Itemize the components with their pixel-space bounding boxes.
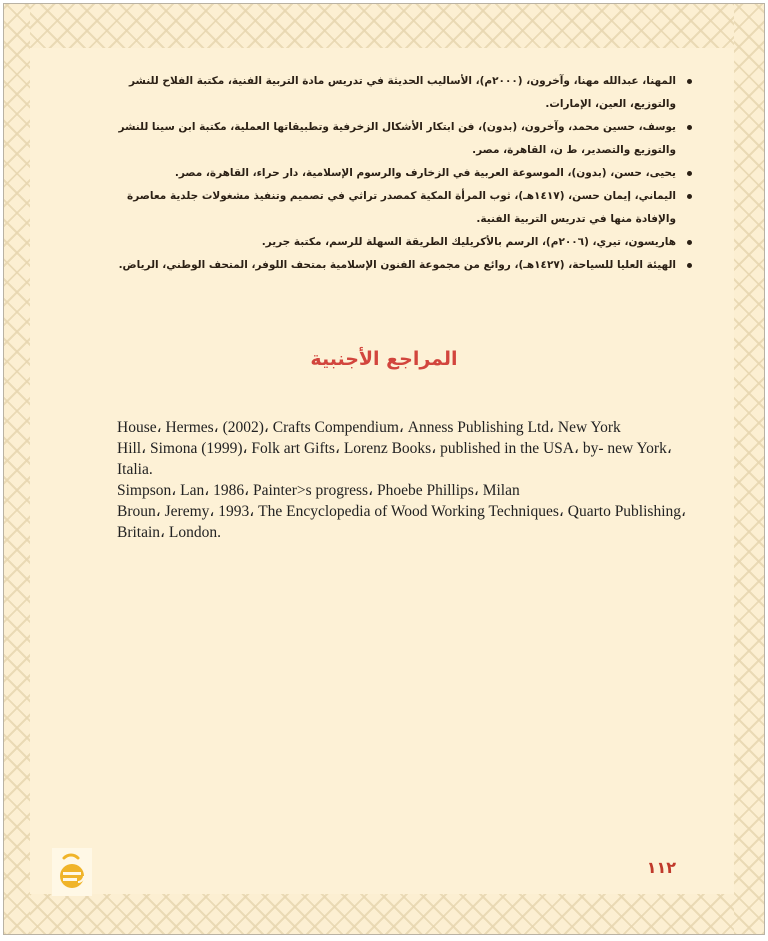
arabic-reference-item: يحيى، حسن، (بدون)، الموسوعة العربية في الزخارف والرسوم الإسلامية، دار حراء، القاهرة، مصر. [106,162,696,185]
decorative-border-left [4,4,30,934]
english-reference-item: Simpson، Lan، 1986، Painter>s progress، Phoebe Phillips، Milan [117,482,520,499]
arabic-reference-item: الهيئة العليا للسياحة، (١٤٢٧هـ)، روائع من مجموعة الفنون الإسلامية بمتحف اللوفر، المتحف الوطني، الرياض. [106,254,696,277]
english-reference-item: Broun، Jeremy، 1993، The Encyclopedia of Wood Working Techniques، Quarto Publishing، Britain، London. [117,503,687,541]
document-page [3,3,765,935]
decorative-border-bottom [4,894,764,934]
arabic-reference-item: المهنا، عبدالله مهنا، وآخرون، (٢٠٠٠م)، الأساليب الحديثة في تدريس مادة التربية الفنية، مكتبة الفلاح للنشر والتوزيع، العين، الإمارات. [106,70,696,116]
page-number: ١١٢ [646,858,676,877]
foreign-references-heading: المراجع الأجنبية [310,348,458,370]
decorative-border-top [4,4,764,48]
english-reference-item: House، Hermes، (2002)، Crafts Compendium، Anness Publishing Ltd، New York [117,419,621,436]
publisher-logo-graphic [52,848,92,896]
arabic-references-list [106,70,696,277]
arabic-reference-item: هاريسون، تيري، (٢٠٠٦م)، الرسم بالأكريليك الطريقة السهلة للرسم، مكتبة جرير. [106,231,696,254]
english-references-block [117,417,707,543]
decorative-border-right [734,4,764,934]
arabic-reference-item: اليماني، إيمان حسن، (١٤١٧هـ)، ثوب المرأة المكية كمصدر تراثي في تصميم وتنفيذ مشغولات جلدية معاصرة والإفادة منها في تدريس التربية الفنية. [106,185,696,231]
publisher-logo-icon [52,848,92,896]
arabic-reference-item: يوسف، حسين محمد، وآخرون، (بدون)، فن ابتكار الأشكال الزخرفية وتطبيقاتها العملية، مكتبة ابن سينا للنشر والتوزيع والتصدير، ط ن، القاهرة، مصر. [106,116,696,162]
english-reference-item: Hill، Simona (1999)، Folk art Gifts، Lorenz Books، published in the USA، by- new York، Italia. [117,440,672,478]
